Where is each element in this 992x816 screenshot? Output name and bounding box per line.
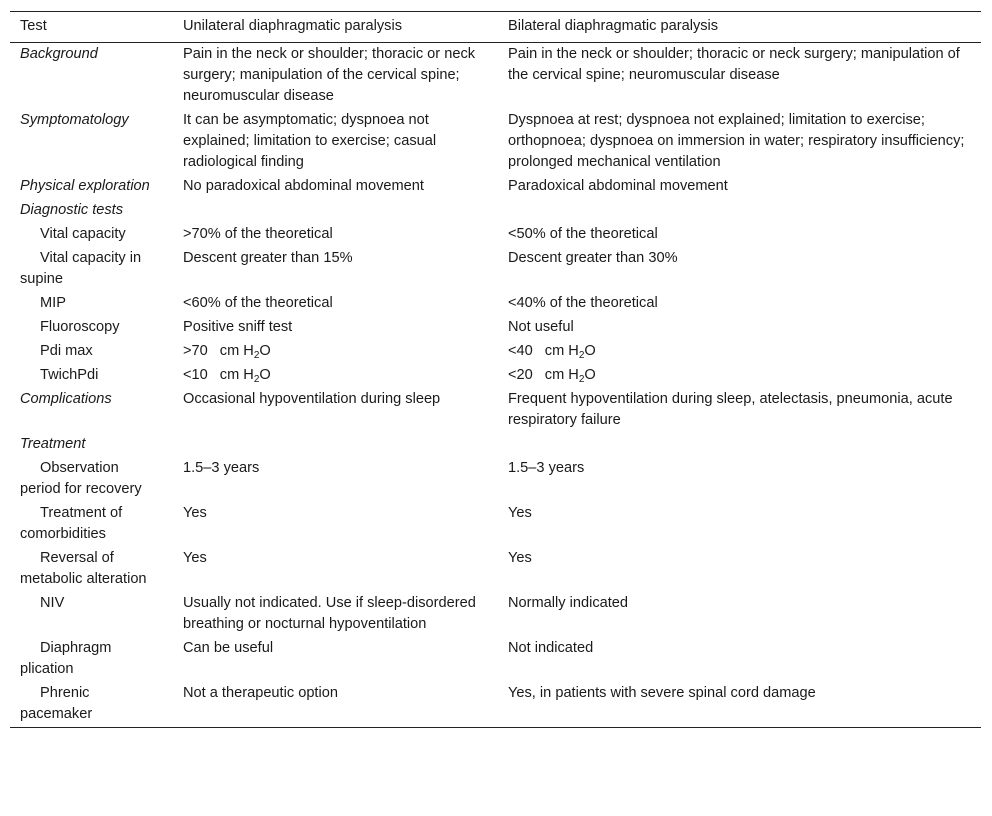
table-row: [10, 292, 981, 316]
row-label: Reversal of metabolic alteration: [20, 550, 147, 587]
bilateral-cell: Dyspnoea at rest; dyspnoea not explained; limitation to exercise; orthopnoea; dyspnoea on immersion in water; respiratory insufficiency; prolonged mechanical ventilation: [508, 112, 965, 170]
bilateral-cell: Not indicated: [508, 640, 594, 656]
section-row: [10, 433, 981, 457]
section-row: [10, 199, 981, 223]
table-row: [10, 637, 981, 682]
table-row: [10, 388, 981, 433]
unilateral-cell: Pain in the neck or shoulder; thoracic or neck surgery; manipulation of the cervical spine; neuromuscular disease: [183, 46, 476, 104]
unilateral-cell: 1.5–3 years: [183, 460, 260, 476]
bilateral-cell: Not useful: [508, 319, 574, 335]
bilateral-cell: [498, 340, 981, 364]
bilateral-cell: [498, 364, 981, 388]
table-row: [10, 340, 981, 364]
table-row: [10, 364, 981, 388]
table-row: [10, 682, 981, 728]
table-row: [10, 247, 981, 292]
unit: cm $H_2O$: [544, 367, 596, 385]
diaphragmatic-paralysis-table: [10, 11, 981, 728]
unilateral-cell: Yes: [183, 550, 207, 566]
bilateral-cell: Yes: [508, 550, 532, 566]
bilateral-cell: Yes: [508, 505, 532, 521]
table-row: [10, 175, 981, 199]
bilateral-cell: Descent greater than 30%: [508, 250, 678, 266]
empty-cell: [173, 433, 498, 457]
table-row: [10, 316, 981, 340]
unilateral-cell: Yes: [183, 505, 207, 521]
row-label: Background: [20, 46, 98, 62]
unit: cm $H_2O$: [219, 367, 271, 385]
row-label: Diaphragm plication: [20, 640, 112, 677]
unilateral-cell: [173, 340, 498, 364]
unilateral-cell: Descent greater than 15%: [183, 250, 353, 266]
table-row: [10, 457, 981, 502]
comparison-table-container: [10, 11, 981, 728]
row-label: Treatment of comorbidities: [20, 505, 123, 542]
value: >70: [183, 343, 208, 359]
section-label: Diagnostic tests: [20, 202, 124, 218]
section-label: Treatment: [20, 436, 86, 452]
table-row: [10, 223, 981, 247]
unilateral-cell: Occasional hypoventilation during sleep: [183, 391, 441, 407]
row-label: Vital capacity in supine: [20, 250, 142, 287]
value: <10: [183, 367, 208, 383]
row-label: Physical exploration: [20, 178, 150, 194]
unilateral-cell: >70% of the theoretical: [183, 226, 333, 242]
empty-cell: [173, 199, 498, 223]
row-label: Complications: [20, 391, 112, 407]
empty-cell: [498, 433, 981, 457]
header-unilateral: Unilateral diaphragmatic paralysis: [173, 12, 498, 43]
row-label: MIP: [40, 295, 66, 311]
table-row: [10, 547, 981, 592]
bilateral-cell: Paradoxical abdominal movement: [508, 178, 728, 194]
table-row: [10, 109, 981, 175]
bilateral-cell: Pain in the neck or shoulder; thoracic or neck surgery; manipulation of the cervical spine; neuromuscular disease: [508, 46, 960, 83]
value: <20: [508, 367, 533, 383]
unilateral-cell: Not a therapeutic option: [173, 682, 498, 728]
bilateral-cell: Frequent hypoventilation during sleep, atelectasis, pneumonia, acute respiratory failure: [508, 391, 953, 428]
header-row: [10, 12, 981, 43]
bilateral-cell: <40% of the theoretical: [508, 295, 658, 311]
empty-cell: [498, 199, 981, 223]
bilateral-cell: Yes, in patients with severe spinal cord damage: [498, 682, 981, 728]
row-label: Fluoroscopy: [40, 319, 120, 335]
table-row: [10, 43, 981, 110]
row-label: Pdi max: [40, 343, 93, 359]
row-label: TwichPdi: [40, 367, 99, 383]
unilateral-cell: Can be useful: [183, 640, 274, 656]
bilateral-cell: Normally indicated: [508, 595, 629, 611]
unilateral-cell: <60% of the theoretical: [183, 295, 333, 311]
bilateral-cell: <50% of the theoretical: [508, 226, 658, 242]
unit: cm $H_2O$: [544, 343, 596, 361]
row-label: Vital capacity: [40, 226, 126, 242]
header-bilateral: Bilateral diaphragmatic paralysis: [498, 12, 981, 43]
unilateral-cell: Positive sniff test: [183, 319, 293, 335]
unilateral-cell: No paradoxical abdominal movement: [183, 178, 424, 194]
row-label: Symptomatology: [20, 112, 129, 128]
table-row: [10, 592, 981, 637]
row-label: NIV: [40, 595, 65, 611]
unit: cm $H_2O$: [219, 343, 271, 361]
unilateral-cell: It can be asymptomatic; dyspnoea not explained; limitation to exercise; casual radiological finding: [183, 112, 437, 170]
row-label: Phrenic pacemaker: [10, 682, 173, 728]
unilateral-cell: [173, 364, 498, 388]
table-row: [10, 502, 981, 547]
bilateral-cell: 1.5–3 years: [508, 460, 585, 476]
header-test: Test: [10, 12, 173, 43]
unilateral-cell: Usually not indicated. Use if sleep-disordered breathing or nocturnal hypoventilation: [183, 595, 476, 632]
row-label: Observation period for recovery: [20, 460, 142, 497]
value: <40: [508, 343, 533, 359]
